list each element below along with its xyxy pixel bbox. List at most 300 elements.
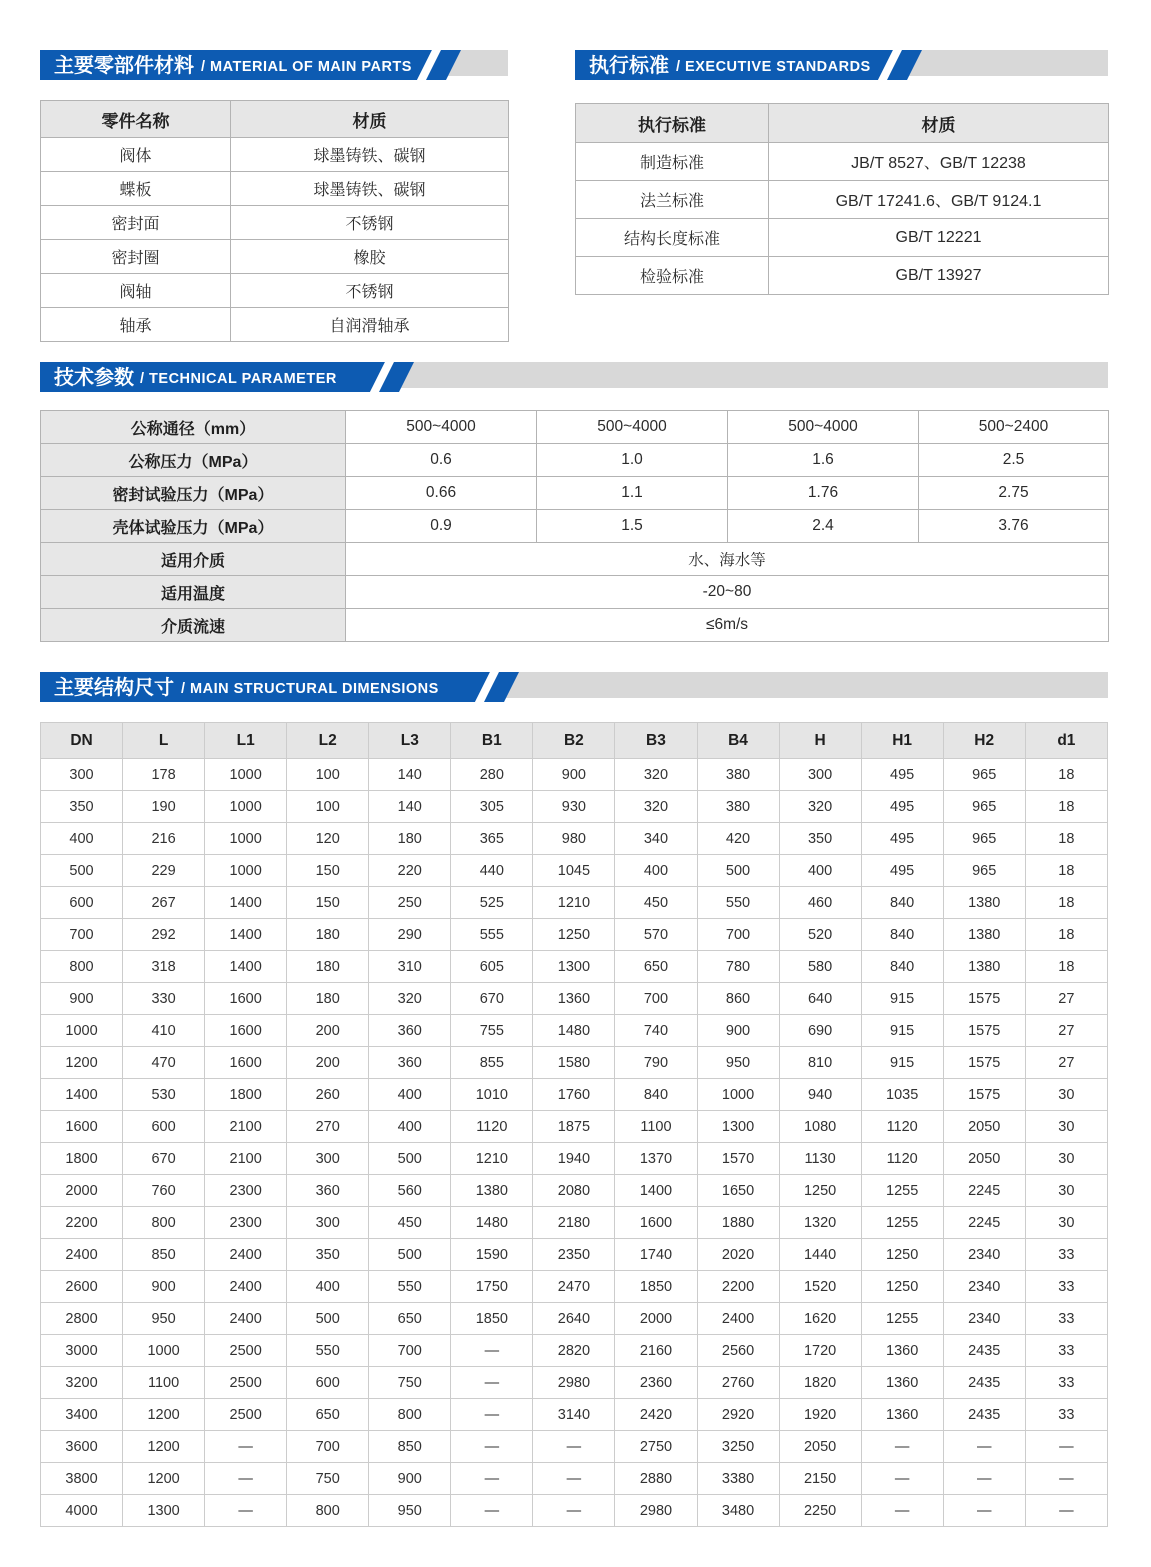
table-cell: 2340 [943, 1303, 1025, 1335]
table-cell: 30 [1025, 1111, 1107, 1143]
dimensions-table [40, 722, 1108, 1527]
table-cell: 1000 [205, 791, 287, 823]
table-cell: 2435 [943, 1367, 1025, 1399]
table-cell: 1620 [779, 1303, 861, 1335]
table-row [41, 274, 509, 308]
table-cell: 33 [1025, 1239, 1107, 1271]
table-cell: 2050 [943, 1111, 1025, 1143]
table-cell: 1200 [123, 1399, 205, 1431]
header-cell: H2 [943, 723, 1025, 759]
table-cell: 965 [943, 791, 1025, 823]
table-cell: 855 [451, 1047, 533, 1079]
table-cell: — [533, 1463, 615, 1495]
table-cell: 800 [41, 951, 123, 983]
table-cell: 350 [287, 1239, 369, 1271]
table-cell: 1.76 [728, 477, 919, 510]
table-cell: 229 [123, 855, 205, 887]
table-cell: 305 [451, 791, 533, 823]
table-cell: 150 [287, 855, 369, 887]
table-cell: 400 [369, 1111, 451, 1143]
header-cell: 零件名称 [41, 101, 231, 138]
table-cell: — [943, 1463, 1025, 1495]
table-cell: 1820 [779, 1367, 861, 1399]
table-cell: 320 [779, 791, 861, 823]
table-cell: 18 [1025, 951, 1107, 983]
header-cell: d1 [1025, 723, 1107, 759]
table-cell: 180 [287, 951, 369, 983]
table-cell: -20~80 [346, 576, 1109, 609]
table-cell: 570 [615, 919, 697, 951]
header-cell: B4 [697, 723, 779, 759]
table-cell: — [451, 1335, 533, 1367]
table-cell: 1940 [533, 1143, 615, 1175]
table-cell: 27 [1025, 983, 1107, 1015]
table-cell: 950 [123, 1303, 205, 1335]
table-cell: 1200 [41, 1047, 123, 1079]
table-cell: 965 [943, 823, 1025, 855]
row-label-cell: 壳体试验压力（MPa） [41, 510, 346, 543]
table-cell: 1440 [779, 1239, 861, 1271]
table-cell: 2245 [943, 1207, 1025, 1239]
table-cell: 290 [369, 919, 451, 951]
section-title-en: / MAIN STRUCTURAL DIMENSIONS [181, 681, 439, 697]
table-cell: 1100 [615, 1111, 697, 1143]
table-cell: 605 [451, 951, 533, 983]
table-row [41, 1175, 1108, 1207]
table-cell: 1570 [697, 1143, 779, 1175]
table-cell: 500 [287, 1303, 369, 1335]
table-cell: 1120 [861, 1143, 943, 1175]
table-cell: 1480 [533, 1015, 615, 1047]
table-cell: 860 [697, 983, 779, 1015]
table-cell: 560 [369, 1175, 451, 1207]
table-cell: 250 [369, 887, 451, 919]
table-cell: 400 [779, 855, 861, 887]
table-cell: — [1025, 1431, 1107, 1463]
table-cell: 3140 [533, 1399, 615, 1431]
table-cell: 450 [369, 1207, 451, 1239]
table-cell: 1575 [943, 983, 1025, 1015]
technical-parameters-table [40, 410, 1109, 642]
table-cell: 400 [615, 855, 697, 887]
table-cell: 650 [615, 951, 697, 983]
table-cell: 2560 [697, 1335, 779, 1367]
table-cell: 0.9 [346, 510, 537, 543]
section-title-en: / EXECUTIVE STANDARDS [676, 59, 871, 75]
table-cell: 200 [287, 1015, 369, 1047]
table-cell: 700 [697, 919, 779, 951]
table-cell: 1370 [615, 1143, 697, 1175]
table-cell: 2050 [943, 1143, 1025, 1175]
table-cell: 150 [287, 887, 369, 919]
table-row [41, 887, 1108, 919]
table-cell: — [533, 1495, 615, 1527]
table-cell: 1010 [451, 1079, 533, 1111]
table-cell: 2360 [615, 1367, 697, 1399]
table-cell: 2.5 [919, 444, 1109, 477]
header-cell: L1 [205, 723, 287, 759]
table-cell: 380 [697, 791, 779, 823]
table-cell: 2100 [205, 1111, 287, 1143]
table-cell: 1045 [533, 855, 615, 887]
table-cell: 450 [615, 887, 697, 919]
table-cell: — [451, 1463, 533, 1495]
table-cell: 33 [1025, 1367, 1107, 1399]
table-cell: 0.66 [346, 477, 537, 510]
table-cell: 100 [287, 759, 369, 791]
table-cell: 190 [123, 791, 205, 823]
table-cell: 140 [369, 791, 451, 823]
table-cell: 750 [369, 1367, 451, 1399]
table-cell: 300 [41, 759, 123, 791]
table-cell: 2050 [779, 1431, 861, 1463]
table-cell: 310 [369, 951, 451, 983]
table-row [41, 983, 1108, 1015]
table-cell: 橡胶 [231, 240, 509, 274]
table-cell: 2920 [697, 1399, 779, 1431]
table-cell: 1.1 [537, 477, 728, 510]
table-row [41, 1207, 1108, 1239]
table-cell: 1255 [861, 1303, 943, 1335]
header-cell: 材质 [231, 101, 509, 138]
table-cell: 495 [861, 759, 943, 791]
row-label-cell: 公称压力（MPa） [41, 444, 346, 477]
table-row [41, 576, 1109, 609]
table-cell: 2340 [943, 1239, 1025, 1271]
table-cell: 495 [861, 823, 943, 855]
table-cell: 555 [451, 919, 533, 951]
table-cell: 2420 [615, 1399, 697, 1431]
table-cell: 30 [1025, 1079, 1107, 1111]
table-cell: 1000 [205, 855, 287, 887]
table-cell: 840 [861, 887, 943, 919]
table-cell: 1200 [123, 1431, 205, 1463]
table-cell: 1720 [779, 1335, 861, 1367]
table-row [41, 543, 1109, 576]
table-cell: 790 [615, 1047, 697, 1079]
header-row [41, 101, 509, 138]
table-cell: 550 [369, 1271, 451, 1303]
table-cell: 1250 [861, 1239, 943, 1271]
table-cell: — [205, 1431, 287, 1463]
section-banner-materials [40, 50, 508, 80]
table-cell: 850 [123, 1239, 205, 1271]
table-cell: 结构长度标准 [576, 219, 769, 257]
table-cell: 1300 [123, 1495, 205, 1527]
table-cell: 1400 [41, 1079, 123, 1111]
table-cell: 1750 [451, 1271, 533, 1303]
table-cell: 3250 [697, 1431, 779, 1463]
table-row [41, 1303, 1108, 1335]
table-cell: JB/T 8527、GB/T 12238 [769, 143, 1109, 181]
table-cell: 1120 [861, 1111, 943, 1143]
header-cell: L3 [369, 723, 451, 759]
table-cell: 200 [287, 1047, 369, 1079]
section-title-zh: 技术参数 [54, 367, 134, 389]
table-cell: 900 [369, 1463, 451, 1495]
table-cell: 500 [41, 855, 123, 887]
table-cell: 220 [369, 855, 451, 887]
table-cell: 1.6 [728, 444, 919, 477]
table-cell: 1000 [697, 1079, 779, 1111]
table-cell: — [861, 1463, 943, 1495]
table-cell: 2400 [205, 1239, 287, 1271]
table-cell: 2980 [533, 1367, 615, 1399]
table-cell: 650 [287, 1399, 369, 1431]
table-cell: 120 [287, 823, 369, 855]
table-cell: 3.76 [919, 510, 1109, 543]
table-cell: 755 [451, 1015, 533, 1047]
table-cell: 4000 [41, 1495, 123, 1527]
table-cell: 1360 [861, 1367, 943, 1399]
table-cell: 1320 [779, 1207, 861, 1239]
table-cell: 320 [615, 759, 697, 791]
table-cell: — [1025, 1495, 1107, 1527]
table-cell: 18 [1025, 823, 1107, 855]
table-cell: 27 [1025, 1015, 1107, 1047]
table-cell: 700 [287, 1431, 369, 1463]
table-cell: 不锈钢 [231, 206, 509, 240]
table-cell: 1400 [205, 951, 287, 983]
table-cell: 2160 [615, 1335, 697, 1367]
table-cell: 495 [861, 855, 943, 887]
table-cell: 2000 [615, 1303, 697, 1335]
table-row [41, 1111, 1108, 1143]
table-cell: 1760 [533, 1079, 615, 1111]
table-cell: 2435 [943, 1399, 1025, 1431]
table-cell: 1035 [861, 1079, 943, 1111]
table-cell: 950 [697, 1047, 779, 1079]
table-cell: 180 [369, 823, 451, 855]
table-cell: 600 [123, 1111, 205, 1143]
table-cell: 340 [615, 823, 697, 855]
table-cell: 900 [533, 759, 615, 791]
table-row [41, 138, 509, 172]
table-row [41, 206, 509, 240]
table-cell: 280 [451, 759, 533, 791]
table-cell: 900 [41, 983, 123, 1015]
table-cell: 320 [369, 983, 451, 1015]
table-cell: 915 [861, 1047, 943, 1079]
table-cell: 1590 [451, 1239, 533, 1271]
table-cell: 3200 [41, 1367, 123, 1399]
table-cell: 不锈钢 [231, 274, 509, 308]
table-cell: 1250 [533, 919, 615, 951]
header-cell: L [123, 723, 205, 759]
table-cell: 640 [779, 983, 861, 1015]
table-row [41, 444, 1109, 477]
table-cell: 365 [451, 823, 533, 855]
table-cell: 800 [369, 1399, 451, 1431]
table-cell: 1380 [451, 1175, 533, 1207]
table-cell: 1000 [123, 1335, 205, 1367]
table-cell: 500 [697, 855, 779, 887]
table-row [41, 823, 1108, 855]
table-cell: 800 [123, 1207, 205, 1239]
table-cell: 18 [1025, 759, 1107, 791]
table-cell: 840 [615, 1079, 697, 1111]
table-cell: 1580 [533, 1047, 615, 1079]
table-cell: 2150 [779, 1463, 861, 1495]
table-cell: 360 [369, 1047, 451, 1079]
header-cell: B1 [451, 723, 533, 759]
table-row [41, 240, 509, 274]
table-cell: 1400 [615, 1175, 697, 1207]
table-cell: 3480 [697, 1495, 779, 1527]
table-cell: 2245 [943, 1175, 1025, 1207]
table-cell: 2470 [533, 1271, 615, 1303]
table-cell: 460 [779, 887, 861, 919]
section-title-zh: 主要零部件材料 [54, 55, 194, 77]
table-cell: 2200 [697, 1271, 779, 1303]
standards-table [575, 103, 1109, 295]
table-cell: — [861, 1495, 943, 1527]
table-cell: 1000 [205, 823, 287, 855]
table-cell: 500~4000 [728, 411, 919, 444]
table-cell: 1300 [533, 951, 615, 983]
table-cell: 33 [1025, 1271, 1107, 1303]
table-cell: 750 [287, 1463, 369, 1495]
table-cell: — [205, 1495, 287, 1527]
table-cell: 2080 [533, 1175, 615, 1207]
table-cell: 670 [451, 983, 533, 1015]
table-cell: 2980 [615, 1495, 697, 1527]
table-cell: 780 [697, 951, 779, 983]
table-cell: GB/T 17241.6、GB/T 9124.1 [769, 181, 1109, 219]
table-cell: 260 [287, 1079, 369, 1111]
table-cell: 1250 [779, 1175, 861, 1207]
header-cell: 材质 [769, 104, 1109, 143]
table-cell: 965 [943, 855, 1025, 887]
section-banner-standards [575, 50, 1108, 80]
table-cell: 1100 [123, 1367, 205, 1399]
table-cell: — [1025, 1463, 1107, 1495]
table-cell: 740 [615, 1015, 697, 1047]
table-cell: 2180 [533, 1207, 615, 1239]
table-cell: 1080 [779, 1111, 861, 1143]
table-cell: — [861, 1431, 943, 1463]
row-label-cell: 适用温度 [41, 576, 346, 609]
table-row [576, 219, 1109, 257]
table-cell: 1650 [697, 1175, 779, 1207]
table-row [41, 1079, 1108, 1111]
table-cell: 360 [287, 1175, 369, 1207]
table-row [41, 1239, 1108, 1271]
table-cell: 500 [369, 1239, 451, 1271]
table-cell: 495 [861, 791, 943, 823]
table-cell: 1360 [533, 983, 615, 1015]
header-row [576, 104, 1109, 143]
table-cell: 2820 [533, 1335, 615, 1367]
header-row [41, 723, 1108, 759]
table-cell: 100 [287, 791, 369, 823]
table-cell: 600 [287, 1367, 369, 1399]
table-cell: 33 [1025, 1335, 1107, 1367]
table-cell: 500~2400 [919, 411, 1109, 444]
table-cell: 2500 [205, 1367, 287, 1399]
table-cell: 520 [779, 919, 861, 951]
table-cell: 1600 [205, 1015, 287, 1047]
table-cell: 300 [287, 1207, 369, 1239]
table-cell: 2400 [205, 1303, 287, 1335]
table-cell: — [943, 1431, 1025, 1463]
header-cell: H1 [861, 723, 943, 759]
table-cell: 550 [287, 1335, 369, 1367]
table-cell: 1000 [41, 1015, 123, 1047]
table-row [41, 951, 1108, 983]
table-row [41, 1399, 1108, 1431]
table-cell: 球墨铸铁、碳钢 [231, 138, 509, 172]
table-cell: 2000 [41, 1175, 123, 1207]
table-cell: 2600 [41, 1271, 123, 1303]
table-cell: 216 [123, 823, 205, 855]
table-cell: 670 [123, 1143, 205, 1175]
table-cell: 2300 [205, 1207, 287, 1239]
table-cell: 2500 [205, 1399, 287, 1431]
table-cell: 3000 [41, 1335, 123, 1367]
table-cell: 2100 [205, 1143, 287, 1175]
table-cell: 500~4000 [346, 411, 537, 444]
table-cell: 1875 [533, 1111, 615, 1143]
table-cell: 1360 [861, 1335, 943, 1367]
row-label-cell: 公称通径（mm） [41, 411, 346, 444]
table-row [41, 855, 1108, 887]
table-cell: 1575 [943, 1047, 1025, 1079]
table-cell: 400 [369, 1079, 451, 1111]
table-cell: 500~4000 [537, 411, 728, 444]
table-cell: 2350 [533, 1239, 615, 1271]
table-cell: 1120 [451, 1111, 533, 1143]
table-cell: 2880 [615, 1463, 697, 1495]
table-row [41, 172, 509, 206]
table-row [41, 609, 1109, 642]
table-cell: 180 [287, 919, 369, 951]
table-cell: 2020 [697, 1239, 779, 1271]
header-cell: DN [41, 723, 123, 759]
materials-table [40, 100, 509, 342]
table-cell: 2.4 [728, 510, 919, 543]
table-row [41, 510, 1109, 543]
table-cell: 1000 [205, 759, 287, 791]
table-cell: 2300 [205, 1175, 287, 1207]
table-cell: 1600 [205, 983, 287, 1015]
table-cell: 法兰标准 [576, 181, 769, 219]
table-cell: 1255 [861, 1207, 943, 1239]
table-cell: 2400 [697, 1303, 779, 1335]
table-cell: 350 [41, 791, 123, 823]
row-label-cell: 适用介质 [41, 543, 346, 576]
table-cell: 420 [697, 823, 779, 855]
table-cell: 1300 [697, 1111, 779, 1143]
table-cell: 30 [1025, 1143, 1107, 1175]
table-cell: 自润滑轴承 [231, 308, 509, 342]
table-cell: 140 [369, 759, 451, 791]
table-cell: 18 [1025, 791, 1107, 823]
table-cell: 1575 [943, 1079, 1025, 1111]
table-cell: 980 [533, 823, 615, 855]
table-cell: 650 [369, 1303, 451, 1335]
table-cell: 轴承 [41, 308, 231, 342]
table-cell: 1.5 [537, 510, 728, 543]
table-cell: 930 [533, 791, 615, 823]
table-cell: 3800 [41, 1463, 123, 1495]
table-cell: 600 [41, 887, 123, 919]
table-cell: 1600 [41, 1111, 123, 1143]
table-cell: 检验标准 [576, 257, 769, 295]
table-row [41, 308, 509, 342]
table-cell: 30 [1025, 1175, 1107, 1207]
table-cell: 270 [287, 1111, 369, 1143]
